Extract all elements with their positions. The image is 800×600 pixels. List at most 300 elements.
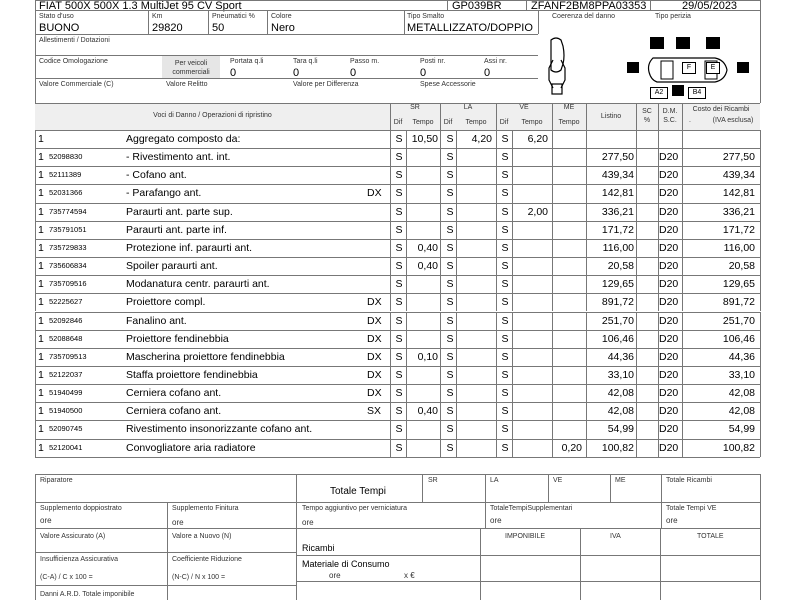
danni-ard-label: Danni A.R.D. Totale imponibile	[40, 591, 135, 598]
column-divider	[552, 275, 553, 293]
column-divider	[496, 439, 497, 457]
column-divider	[512, 366, 513, 384]
cell-desc: Modanatura centr. paraurti ant.	[126, 278, 270, 291]
column-divider	[456, 221, 457, 239]
column-divider	[658, 420, 659, 438]
column-divider	[406, 184, 407, 202]
insufficienza-label: Insufficienza Assicurativa	[40, 556, 119, 563]
tot-tempi-suppl-value: ore	[490, 516, 502, 525]
cell-dm: D20	[659, 387, 679, 400]
zone-f-label: F	[682, 62, 696, 74]
materiale-label: Materiale di Consumo	[302, 559, 390, 569]
cell-ve-dif: S	[501, 151, 509, 164]
column-divider	[658, 184, 659, 202]
column-divider	[658, 203, 659, 221]
cell-listino: 42,08	[607, 387, 634, 400]
coefficiente-label: Coefficiente Riduzione	[172, 556, 242, 563]
header-sr-dif: Dif	[393, 119, 403, 126]
cell-dm: D20	[659, 241, 679, 254]
zone-b4-label: B4	[688, 87, 706, 99]
column-divider	[390, 166, 391, 184]
column-divider	[552, 348, 553, 366]
column-divider	[406, 384, 407, 402]
column-divider	[636, 257, 637, 275]
column-divider	[586, 439, 587, 457]
cell-costo: 171,72	[722, 223, 755, 236]
header-ve-tempo: Tempo	[521, 119, 543, 126]
cell-costo: 891,72	[722, 296, 755, 309]
column-divider	[658, 348, 659, 366]
table-row	[35, 148, 760, 166]
column-divider	[440, 130, 441, 148]
column-divider	[390, 148, 391, 166]
column-divider	[552, 312, 553, 330]
column-divider	[760, 348, 761, 366]
posti-label: Posti nr.	[420, 58, 446, 65]
cell-desc: Paraurti ant. parte inf.	[126, 223, 227, 236]
valore-relitto-label: Valore Relitto	[166, 81, 208, 88]
cell-dm: D20	[659, 278, 679, 291]
column-divider	[658, 275, 659, 293]
column-divider	[496, 366, 497, 384]
column-divider	[390, 330, 391, 348]
column-divider	[682, 257, 683, 275]
column-divider	[586, 420, 587, 438]
column-divider	[658, 330, 659, 348]
cell-qty: 1	[38, 423, 44, 436]
cell-code: 52031366	[49, 188, 83, 198]
cell-code: 735774594	[49, 206, 87, 216]
column-divider	[390, 293, 391, 311]
column-divider	[682, 439, 683, 457]
column-divider	[512, 293, 513, 311]
column-divider	[456, 420, 457, 438]
cell-ve-dif: S	[501, 368, 509, 381]
cell-sr-dif: S	[395, 133, 403, 145]
cell-dm: D20	[659, 223, 679, 236]
cell-sr-dif: S	[395, 332, 403, 345]
cell-la-dif: S	[446, 278, 454, 291]
cell-sr-dif: S	[395, 296, 403, 309]
colore-value: Nero	[271, 22, 295, 34]
column-divider	[760, 366, 761, 384]
cell-la-dif: S	[446, 387, 454, 400]
column-divider	[586, 330, 587, 348]
cell-dm: D20	[659, 423, 679, 436]
valore-commerciale-label: Valore Commerciale (C)	[39, 81, 114, 88]
cell-la-dif: S	[446, 260, 454, 273]
column-divider	[682, 402, 683, 420]
column-divider	[586, 384, 587, 402]
column-divider	[35, 257, 36, 275]
cell-listino: 891,72	[601, 296, 634, 309]
cell-la-dif: S	[446, 133, 454, 145]
cell-side: DX	[367, 350, 382, 363]
header-sc: SC	[642, 108, 652, 115]
damage-marker	[672, 85, 684, 96]
column-divider	[406, 239, 407, 257]
column-divider	[406, 366, 407, 384]
cell-side: SX	[367, 405, 382, 418]
column-divider	[658, 384, 659, 402]
column-divider	[440, 420, 441, 438]
cell-listino: 54,99	[607, 423, 634, 436]
column-divider	[682, 312, 683, 330]
passo-value: 0	[350, 67, 357, 79]
column-divider	[456, 312, 457, 330]
posti-value: 0	[420, 67, 427, 79]
column-divider	[512, 239, 513, 257]
column-divider	[636, 366, 637, 384]
coefficiente-formula: (N-C) / N x 100 =	[172, 574, 226, 581]
table-row	[35, 257, 760, 275]
column-divider	[440, 402, 441, 420]
footer-me-label: ME	[615, 477, 626, 484]
smalto-label: Tipo Smalto	[407, 13, 445, 20]
column-divider	[440, 384, 441, 402]
column-divider	[456, 402, 457, 420]
cell-qty: 1	[38, 332, 44, 345]
cell-sr-dif: S	[395, 387, 403, 400]
column-divider	[552, 366, 553, 384]
table-row	[35, 366, 760, 384]
column-divider	[390, 384, 391, 402]
cell-la-t: 4,20	[471, 133, 492, 145]
ricambi-label: Ricambi	[302, 543, 335, 553]
column-divider	[682, 148, 683, 166]
cell-qty: 1	[38, 241, 44, 254]
cell-sr-dif: S	[395, 187, 403, 200]
pneumatici-label: Pneumatici %	[212, 13, 255, 20]
cell-costo: 100,82	[722, 441, 755, 454]
cell-listino: 44,36	[607, 350, 634, 363]
cell-dm: D20	[659, 169, 679, 182]
cell-qty: 1	[38, 296, 44, 309]
cell-la-dif: S	[446, 296, 454, 309]
cell-ve-dif: S	[501, 169, 509, 182]
spese-label: Spese Accessorie	[420, 81, 476, 88]
column-divider	[406, 330, 407, 348]
column-divider	[636, 221, 637, 239]
footer-ve-label: VE	[553, 477, 563, 484]
cell-desc: Fanalino ant.	[126, 314, 187, 327]
column-divider	[390, 221, 391, 239]
passo-label: Passo m.	[350, 58, 380, 65]
column-divider	[440, 293, 441, 311]
column-divider	[35, 293, 36, 311]
cell-desc: Mascherina proiettore fendinebbia	[126, 350, 285, 363]
totale-ricambi-label: Totale Ricambi	[666, 477, 712, 484]
table-row	[35, 348, 760, 366]
column-divider	[496, 148, 497, 166]
cell-code: 52088648	[49, 333, 83, 343]
cell-ve-dif: S	[501, 332, 509, 345]
cell-la-dif: S	[446, 332, 454, 345]
cell-sr-dif: S	[395, 223, 403, 236]
column-divider	[760, 330, 761, 348]
column-divider	[35, 420, 36, 438]
column-divider	[496, 221, 497, 239]
column-divider	[636, 312, 637, 330]
header-sr-tempo: Tempo	[412, 119, 434, 126]
column-divider	[456, 275, 457, 293]
column-divider	[390, 239, 391, 257]
column-divider	[496, 402, 497, 420]
header-la-dif: Dif	[443, 119, 453, 126]
column-divider	[586, 166, 587, 184]
cell-side: DX	[367, 387, 382, 400]
column-divider	[496, 166, 497, 184]
column-divider	[636, 420, 637, 438]
cell-sr-dif: S	[395, 405, 403, 418]
header-la-tempo: Tempo	[465, 119, 487, 126]
column-divider	[390, 275, 391, 293]
km-value: 29820	[152, 22, 183, 34]
cell-code: 51940500	[49, 406, 83, 416]
cell-la-dif: S	[446, 368, 454, 381]
column-divider	[586, 239, 587, 257]
cell-listino: 277,50	[601, 151, 634, 164]
column-divider	[390, 203, 391, 221]
suppl-finitura-label: Supplemento Finitura	[172, 505, 239, 512]
cell-sr-dif: S	[395, 441, 403, 454]
assi-label: Assi nr.	[484, 58, 507, 65]
cell-side: DX	[367, 314, 382, 327]
cell-listino: 20,58	[607, 260, 634, 273]
cell-qty: 1	[38, 223, 44, 236]
column-divider	[658, 239, 659, 257]
column-divider	[586, 257, 587, 275]
cell-code: 735606834	[49, 261, 87, 271]
totale-label: TOTALE	[697, 533, 724, 540]
column-divider	[586, 130, 587, 148]
column-divider	[496, 257, 497, 275]
column-divider	[35, 330, 36, 348]
column-divider	[440, 184, 441, 202]
column-divider	[552, 166, 553, 184]
cell-qty: 1	[38, 441, 44, 454]
allestimenti-label: Allestimenti / Dotazioni	[39, 37, 110, 44]
column-divider	[456, 148, 457, 166]
cell-side: DX	[367, 296, 382, 309]
tara-label: Tara q.li	[293, 58, 318, 65]
column-divider	[682, 166, 683, 184]
cell-qty: 1	[38, 260, 44, 273]
row-divider	[35, 457, 760, 458]
column-divider	[552, 184, 553, 202]
column-divider	[760, 293, 761, 311]
cell-ve-dif: S	[501, 187, 509, 200]
column-divider	[552, 402, 553, 420]
coerenza-label: Coerenza del danno	[552, 13, 616, 20]
column-divider	[552, 420, 553, 438]
column-divider	[440, 366, 441, 384]
cell-desc: Spoiler paraurti ant.	[126, 260, 218, 273]
column-divider	[552, 239, 553, 257]
vehicle-model: FIAT 500X 500X 1.3 MultiJet 95 CV Sport	[39, 0, 242, 12]
column-divider	[658, 257, 659, 275]
column-divider	[636, 239, 637, 257]
header-sc-pct: %	[643, 117, 651, 124]
column-divider	[682, 348, 683, 366]
cell-sr-dif: S	[395, 423, 403, 436]
portata-label: Portata q.li	[230, 58, 264, 65]
cell-la-dif: S	[446, 423, 454, 436]
table-row	[35, 293, 760, 311]
cell-listino: 439,34	[601, 169, 634, 182]
column-divider	[406, 166, 407, 184]
column-divider	[496, 348, 497, 366]
column-divider	[440, 257, 441, 275]
column-divider	[636, 275, 637, 293]
column-divider	[760, 439, 761, 457]
column-divider	[406, 402, 407, 420]
column-divider	[682, 293, 683, 311]
cell-sr-dif: S	[395, 169, 403, 182]
cell-desc: Rivestimento insonorizzante cofano ant.	[126, 423, 313, 436]
column-divider	[512, 312, 513, 330]
column-divider	[406, 312, 407, 330]
valore-nuovo-label: Valore a Nuovo (N)	[172, 533, 232, 540]
cell-ve-dif: S	[501, 223, 509, 236]
column-divider	[658, 366, 659, 384]
cell-costo: 42,08	[728, 387, 755, 400]
column-divider	[586, 293, 587, 311]
header-costo: Costo dei Ricambi	[692, 106, 750, 113]
cell-code: 735709513	[49, 351, 87, 361]
cell-ve-dif: S	[501, 314, 509, 327]
cell-costo: 251,70	[722, 314, 755, 327]
cell-costo: 277,50	[722, 151, 755, 164]
footer-la-label: LA	[490, 477, 499, 484]
column-divider	[512, 402, 513, 420]
column-divider	[35, 148, 36, 166]
column-divider	[636, 384, 637, 402]
column-divider	[682, 221, 683, 239]
cell-sr-t: 10,50	[411, 133, 438, 145]
cell-ve-dif: S	[501, 441, 509, 454]
column-divider	[760, 257, 761, 275]
cell-costo: 116,00	[723, 241, 755, 254]
column-divider	[35, 275, 36, 293]
cell-code: 735791051	[49, 224, 87, 234]
cell-qty: 1	[38, 133, 44, 145]
cell-sr-dif: S	[395, 205, 403, 218]
damage-marker	[676, 37, 690, 49]
cell-desc: Staffa proiettore fendinebbia	[126, 368, 258, 381]
smalto-value: METALLIZZATO/DOPPIO	[407, 22, 533, 34]
column-divider	[440, 166, 441, 184]
column-divider	[658, 402, 659, 420]
valore-differenza-label: Valore per Differenza	[293, 81, 359, 88]
column-divider	[35, 312, 36, 330]
column-divider	[658, 439, 659, 457]
table-row	[35, 275, 760, 293]
column-divider	[636, 293, 637, 311]
cell-qty: 1	[38, 169, 44, 182]
cell-qty: 1	[38, 187, 44, 200]
cell-code: 52120041	[49, 442, 83, 452]
column-divider	[406, 203, 407, 221]
header-dm-sc: S.C.	[663, 117, 677, 124]
column-divider	[440, 330, 441, 348]
cell-code: 51940499	[49, 388, 83, 398]
cell-costo: 33,10	[728, 368, 755, 381]
damage-marker	[737, 62, 749, 73]
column-divider	[636, 166, 637, 184]
column-divider	[35, 221, 36, 239]
cell-qty: 1	[38, 278, 44, 291]
column-divider	[35, 239, 36, 257]
column-divider	[512, 184, 513, 202]
cell-dm: D20	[659, 405, 679, 418]
column-divider	[35, 402, 36, 420]
cell-listino: 251,70	[601, 314, 634, 327]
column-divider	[586, 348, 587, 366]
cell-dm: D20	[659, 296, 679, 309]
column-divider	[390, 257, 391, 275]
cell-desc: Proiettore fendinebbia	[126, 332, 229, 345]
cell-code: 52092846	[49, 315, 83, 325]
column-divider	[586, 221, 587, 239]
table-row	[35, 203, 760, 221]
column-divider	[760, 221, 761, 239]
km-label: Km	[152, 13, 163, 20]
cell-la-dif: S	[446, 151, 454, 164]
column-divider	[456, 366, 457, 384]
cell-desc: Proiettore compl.	[126, 296, 206, 309]
cell-side: DX	[367, 332, 382, 345]
column-divider	[456, 348, 457, 366]
column-divider	[456, 184, 457, 202]
cell-dm: D20	[659, 350, 679, 363]
colore-label: Colore	[271, 13, 292, 20]
column-divider	[760, 275, 761, 293]
column-divider	[456, 293, 457, 311]
column-divider	[35, 184, 36, 202]
column-divider	[636, 439, 637, 457]
cell-code: 52122037	[49, 369, 83, 379]
cell-sr-t: 0,40	[417, 241, 438, 254]
column-divider	[552, 439, 553, 457]
column-divider	[760, 402, 761, 420]
cell-listino: 336,21	[601, 205, 634, 218]
cell-ve-dif: S	[501, 205, 509, 218]
column-divider	[406, 348, 407, 366]
column-divider	[512, 130, 513, 148]
cell-side: DX	[367, 368, 382, 381]
column-divider	[512, 384, 513, 402]
cell-la-dif: S	[446, 223, 454, 236]
table-row	[35, 439, 760, 457]
cell-code: 735729833	[49, 242, 87, 252]
cell-listino: 171,72	[601, 223, 634, 236]
cell-la-dif: S	[446, 314, 454, 327]
column-divider	[512, 148, 513, 166]
column-divider	[512, 439, 513, 457]
zone-a2-label: A2	[650, 87, 668, 99]
column-divider	[406, 130, 407, 148]
header-ve: VE	[519, 104, 529, 111]
table-row	[35, 330, 760, 348]
header-la: LA	[463, 104, 473, 111]
cell-dm: D20	[659, 314, 679, 327]
column-divider	[682, 330, 683, 348]
column-divider	[390, 366, 391, 384]
cell-sr-t: 0,40	[417, 260, 438, 273]
column-divider	[636, 203, 637, 221]
column-divider	[456, 384, 457, 402]
